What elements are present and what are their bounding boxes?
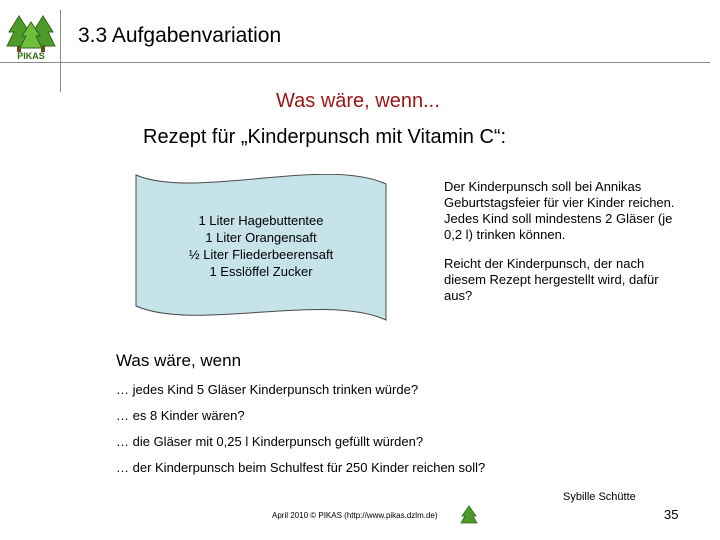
footer-credit: April 2010 © PIKAS (http://www.pikas.dzlm.de): [272, 511, 438, 520]
slide-title: 3.3 Aufgabenvariation: [78, 24, 282, 47]
header-vertical-divider: [60, 10, 61, 92]
recipe-line: 1 Esslöffel Zucker: [209, 264, 313, 279]
recipe-list: [135, 212, 387, 280]
page-number: 35: [664, 507, 679, 522]
what-if-heading: Was wäre, wenn: [116, 351, 242, 370]
recipe-title: Rezept für „Kinderpunsch mit Vitamin C“:: [143, 126, 507, 148]
task-question: Reicht der Kinderpunsch, der nach diesem Rezept hergestellt wird, dafür aus?: [444, 256, 659, 303]
author-name: Sybille Schütte: [563, 491, 636, 503]
header-horizontal-divider: [0, 62, 710, 63]
logo-text: PIKAS: [17, 51, 45, 60]
pikas-logo: [6, 12, 56, 60]
variation-item: … es 8 Kinder wären?: [116, 408, 245, 423]
task-paragraph: Der Kinderpunsch soll bei Annikas Geburtstagsfeier für vier Kinder reichen. Jedes Kind soll mindestens 2 Gläser (je 0,2 l) trinken können.: [444, 179, 675, 242]
recipe-line: ½ Liter Fliederbeerensaft: [188, 247, 334, 262]
recipe-scroll: [135, 174, 387, 324]
variation-item: … jedes Kind 5 Gläser Kinderpunsch trinken würde?: [116, 382, 419, 397]
recipe-line: 1 Liter Orangensaft: [205, 230, 317, 245]
variation-item: … der Kinderpunsch beim Schulfest für 250 Kinder reichen soll?: [116, 460, 486, 475]
footer-logo-icon: [458, 505, 480, 525]
variation-item: … die Gläser mit 0,25 l Kinderpunsch gefüllt würden?: [116, 434, 424, 449]
subtitle: Was wäre, wenn...: [276, 90, 440, 112]
recipe-line: 1 Liter Hagebuttentee: [198, 213, 324, 228]
